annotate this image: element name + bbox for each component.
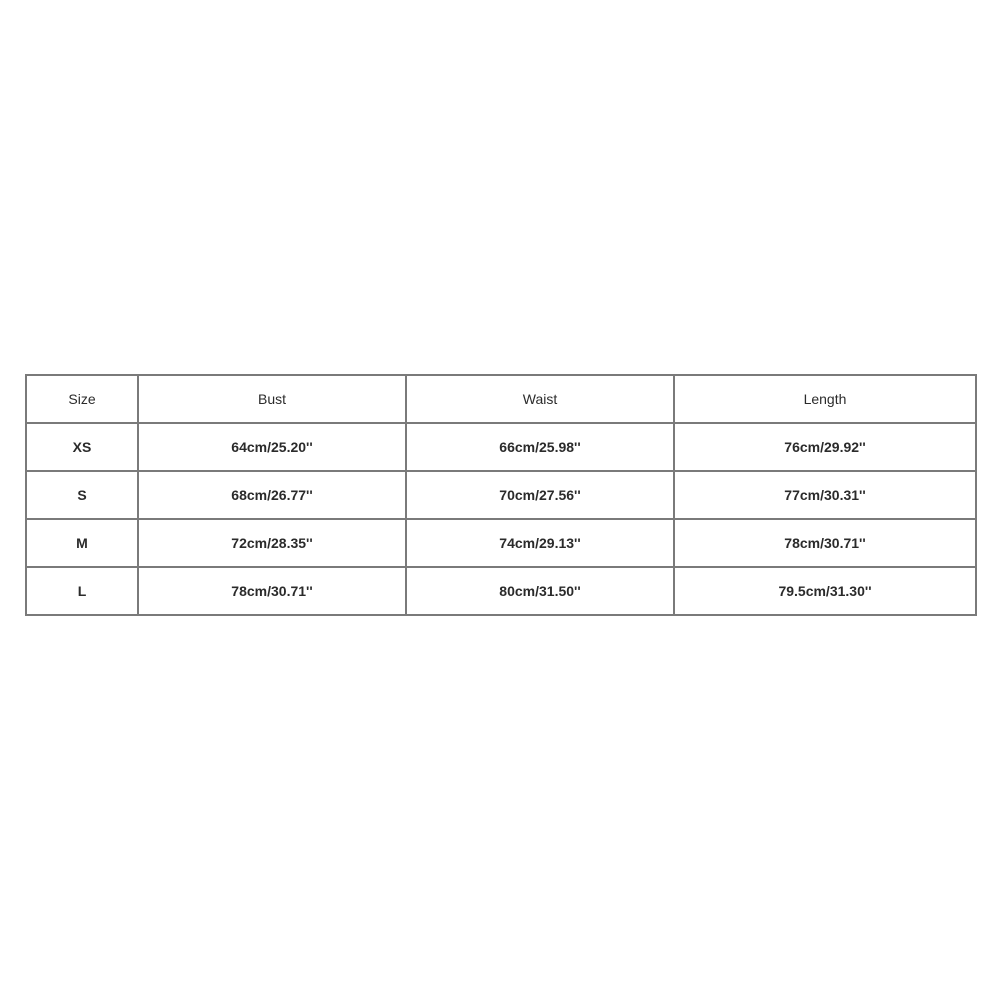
size-cell: S xyxy=(26,471,138,519)
header-length: Length xyxy=(674,375,976,423)
waist-cell: 66cm/25.98'' xyxy=(406,423,674,471)
waist-cell: 80cm/31.50'' xyxy=(406,567,674,615)
header-size: Size xyxy=(26,375,138,423)
table-row xyxy=(26,471,976,519)
length-cell: 77cm/30.31'' xyxy=(674,471,976,519)
size-cell: L xyxy=(26,567,138,615)
length-cell: 78cm/30.71'' xyxy=(674,519,976,567)
bust-cell: 64cm/25.20'' xyxy=(138,423,406,471)
bust-cell: 78cm/30.71'' xyxy=(138,567,406,615)
waist-cell: 70cm/27.56'' xyxy=(406,471,674,519)
table-header-row xyxy=(26,375,976,423)
length-cell: 76cm/29.92'' xyxy=(674,423,976,471)
header-waist: Waist xyxy=(406,375,674,423)
table-row xyxy=(26,567,976,615)
size-cell: XS xyxy=(26,423,138,471)
length-cell: 79.5cm/31.30'' xyxy=(674,567,976,615)
header-bust: Bust xyxy=(138,375,406,423)
bust-cell: 72cm/28.35'' xyxy=(138,519,406,567)
bust-cell: 68cm/26.77'' xyxy=(138,471,406,519)
waist-cell: 74cm/29.13'' xyxy=(406,519,674,567)
size-cell: M xyxy=(26,519,138,567)
table-row xyxy=(26,423,976,471)
size-chart-table xyxy=(25,374,977,616)
table-row xyxy=(26,519,976,567)
